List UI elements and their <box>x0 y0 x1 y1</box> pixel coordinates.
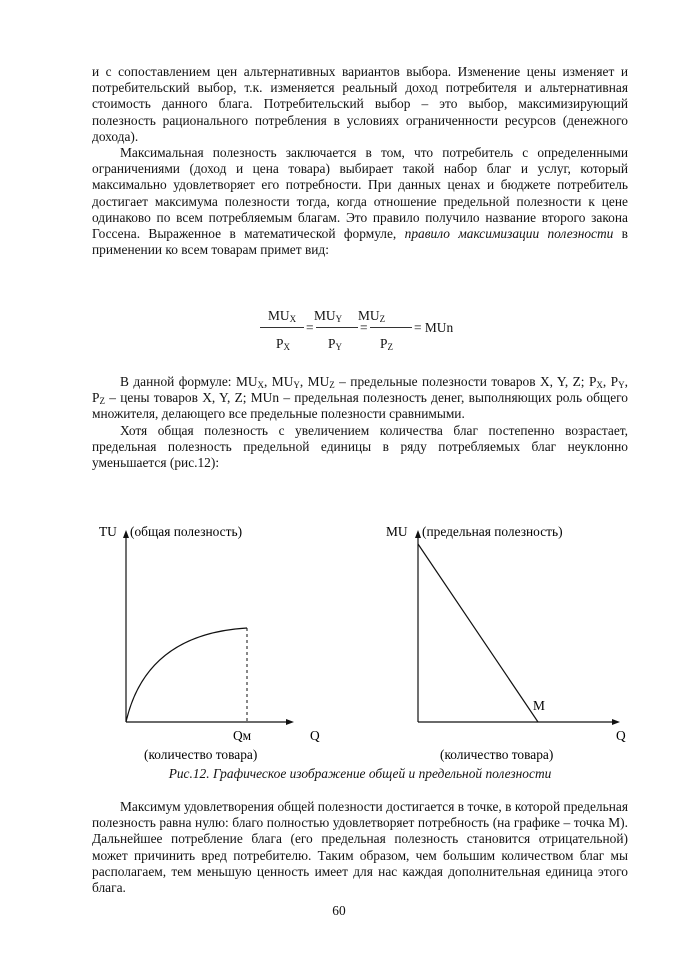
formula-p-x: $P_X$ <box>276 336 290 352</box>
paragraph-5: Максимум удовлетворения общей полезности достигается в точке, в которой предельная полезность равна нулю: благо полностью удовлетворяет потребность (на графике – точка М). Дальнейшее потребление блага (его предельная полезность становится отрицательной) может причинить вред потребителю. Таким образом, чем большим количеством благ мы располагаем, тем меньшую ценность имеет для нас каждая дополнительная единица этого блага. <box>92 799 628 896</box>
mu-x-note: (количество товара) <box>440 747 554 762</box>
formula-result: = MUn <box>414 320 454 335</box>
figure-12 <box>92 494 628 774</box>
mu-line <box>418 544 538 722</box>
mu-y-arrow <box>415 530 421 538</box>
tu-qm-tick: Qм <box>233 728 252 743</box>
formula-mu-x: $MU_X$ <box>268 308 297 324</box>
figure-caption: Рис.12. Графическое изображение общей и предельной полезности <box>168 766 552 781</box>
utility-graphs <box>92 494 628 769</box>
total-utility-graph <box>99 524 320 762</box>
tu-q-label: Q <box>310 728 320 743</box>
formula-mu-z: $MU_Z$ <box>358 308 386 324</box>
mu-q-label: Q <box>616 728 626 743</box>
paragraph-1: и с сопоставлением цен альтернативных вариантов выбора. Изменение цены изменяет и потребительский выбор, т.к. изменяется реальный доход потребителя и альтернативная стоимость данного блага. Потребительский выбор – это выбор, максимизирующий полезность рационального потребления в условиях ограниченности ресурсов (денежного дохода). <box>92 64 628 144</box>
mu-x-arrow <box>612 719 620 725</box>
tu-note: (общая полезность) <box>130 524 243 539</box>
tu-y-arrow <box>123 530 129 538</box>
page-number: 60 <box>332 903 346 918</box>
page-content <box>92 64 629 896</box>
formula-p-y: $P_Y$ <box>328 336 342 352</box>
paragraph-2 <box>92 145 628 258</box>
paragraph-2-text-b: в применении ко всем товарам примет вид: <box>92 226 629 258</box>
mu-label: MU <box>386 524 408 539</box>
tu-curve <box>126 628 247 722</box>
utility-formula <box>92 308 628 368</box>
formula-eq-2: = <box>360 320 368 335</box>
paragraph-4: Хотя общая полезность с увеличением количества благ постепенно возрастает, предельная полезность предельной единицы в ряду потребляемых благ неуклонно уменьшается (рис.12): <box>92 422 628 471</box>
fraction-bar-y <box>316 327 358 328</box>
fraction-bar-z <box>370 327 412 328</box>
formula-p-z: $P_Z$ <box>380 336 393 352</box>
paragraph-3: В данной формуле: $MU_X$, $MU_Y$, $MU_Z$ – предельные полезности товаров X, Y, Z; $P_X$, $P_Y$, $P_Z$ – цены товаров X, Y, Z; MUn – предельная полезность денег, выполняющих роль общего множителя, делающего все предельные полезности сравнимыми. <box>92 374 628 422</box>
tu-x-note: (количество товара) <box>144 747 258 762</box>
formula-eq-1: = <box>306 320 314 335</box>
paragraph-2-italic: правило максимизации полезности <box>404 226 614 242</box>
tu-label: TU <box>99 524 117 539</box>
mu-note: (предельная полезность) <box>422 524 563 539</box>
fraction-bar-x <box>260 327 304 328</box>
tu-x-arrow <box>286 719 294 725</box>
marginal-utility-graph <box>386 524 626 762</box>
formula-mu-y: $MU_Y$ <box>314 308 343 324</box>
paragraph-2-text-a: Максимальная полезность заключается в том, что потребитель с определенными ограничениями (доход и цена товара) выбирает такой набор благ и услуг, который максимально удовлетворяет его потребности. При данных ценах и бюджете потребитель достигает максимума полезности тогда, когда отношение предельной полезности к цене одинаково по всем потребляемым благам. Это правило получило название второго закона Госсена. Выраженное в математической формуле, <box>92 145 628 242</box>
point-m-label: M <box>533 698 545 713</box>
